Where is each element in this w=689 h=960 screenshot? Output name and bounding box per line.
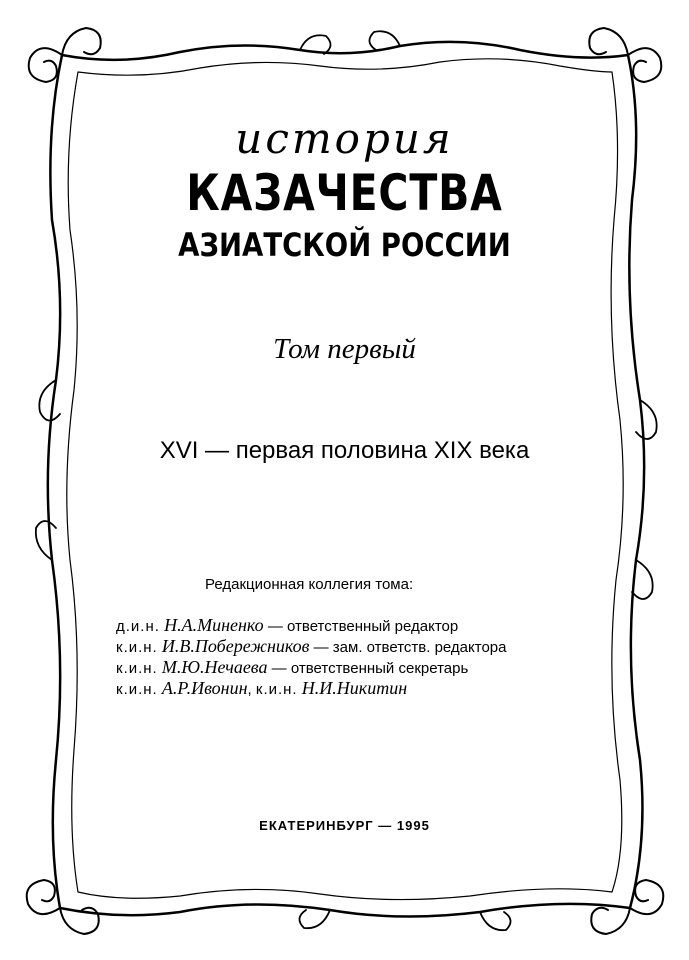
title-line-2: КАЗАЧЕСТВА <box>186 164 503 222</box>
member-name: М.Ю.Нечаева <box>161 657 268 677</box>
editorial-board-list <box>116 615 506 699</box>
member-separator: , <box>247 681 256 698</box>
period-label: XVI — первая половина XIX века <box>159 437 530 464</box>
member-role: — ответственный редактор <box>263 618 459 635</box>
member-name: И.В.Побережников <box>161 636 310 656</box>
member-name: Н.И.Никитин <box>301 678 408 698</box>
member-role: — зам. ответств. редактора <box>309 639 507 656</box>
board-member-row <box>116 636 506 657</box>
academic-degree: к.и.н. <box>116 660 158 677</box>
member-role: — ответственный секретарь <box>267 660 469 677</box>
board-member-row <box>116 678 506 699</box>
member-name: А.Р.Ивонин <box>161 678 248 698</box>
academic-degree: к.и.н. <box>255 681 298 698</box>
title-line-1: история <box>235 114 454 163</box>
title-line-3: АЗИАТСКОЙ РОССИИ <box>178 226 511 264</box>
member-name: Н.А.Миненко <box>164 615 264 635</box>
academic-degree: к.и.н. <box>116 681 158 698</box>
board-member-row <box>116 615 506 636</box>
imprint-city-year: ЕКАТЕРИНБУРГ — 1995 <box>259 818 430 833</box>
volume-label: Том первый <box>273 333 416 365</box>
academic-degree: к.и.н. <box>116 639 158 656</box>
board-member-row <box>116 657 506 678</box>
academic-degree: д.и.н. <box>116 618 160 635</box>
editorial-board-heading: Редакционная коллегия тома: <box>205 576 414 593</box>
